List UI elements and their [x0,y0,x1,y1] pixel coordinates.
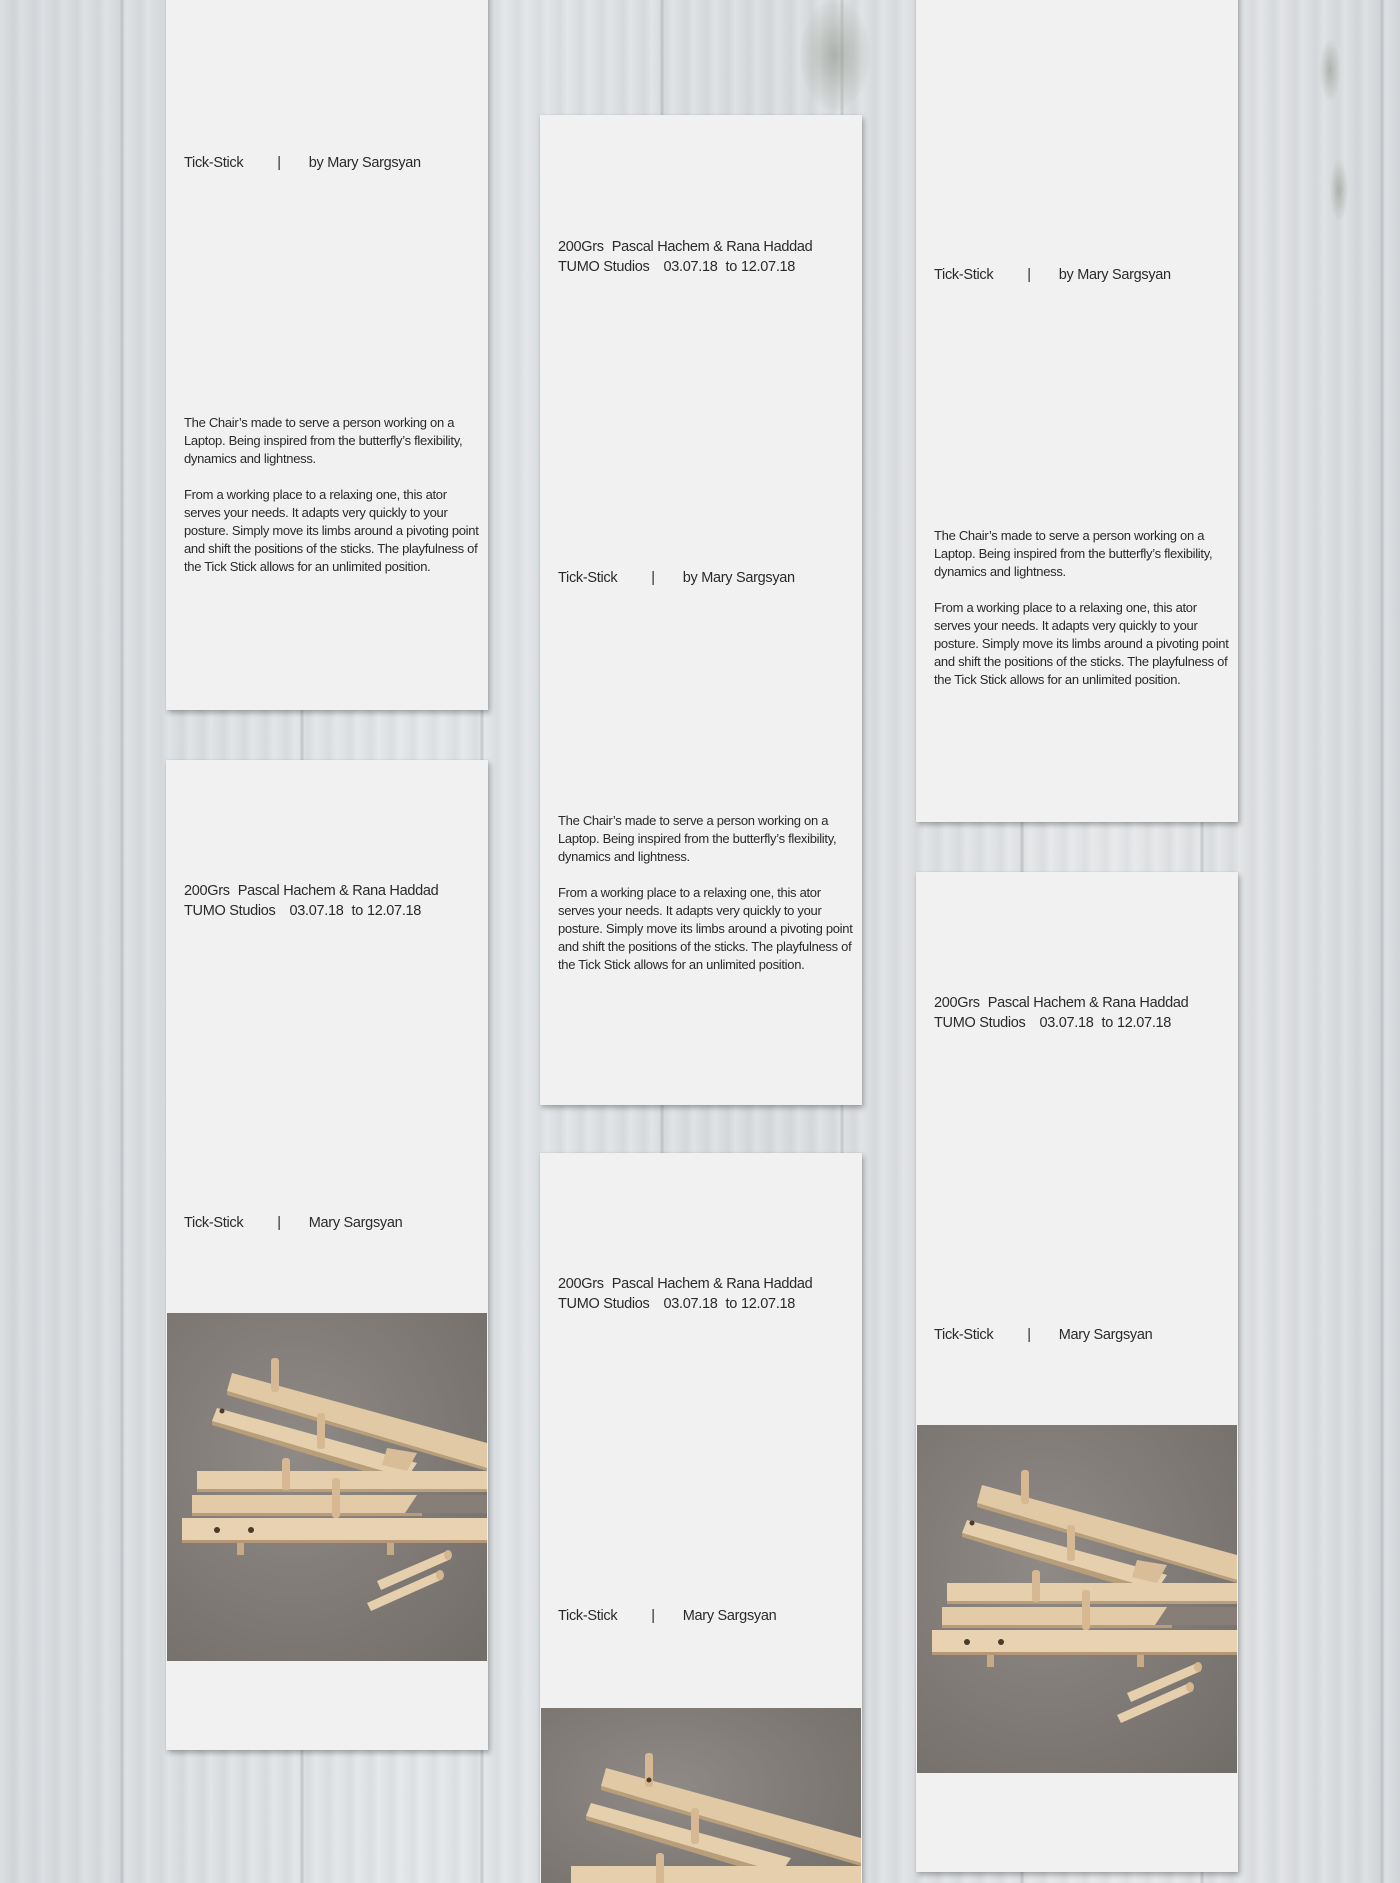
flyer-description [916,0,1238,822]
chair-photo [541,1708,861,1883]
description-paragraph: The Chair’s made to serve a person working on a Laptop. Being inspired from the butterfly’s flexibility, dynamics and lightness. [934,528,1213,579]
date-from: 03.07.18 [289,902,344,919]
credits-authors: Pascal Hachem & Rana Haddad [611,1276,813,1292]
designer-name: by Mary Sargsyan [308,155,421,171]
credits-row-dates [558,1295,812,1315]
designer-name: by Mary Sargsyan [682,570,795,586]
separator: | [1027,267,1031,283]
credits-block [184,882,438,921]
wooden-chair-illustration [167,1313,487,1661]
credits-studio: TUMO Studios [184,902,276,919]
credits-row-dates [934,1014,1188,1034]
date-to-label: to [725,1295,738,1312]
separator: | [651,570,655,586]
credits-authors: Pascal Hachem & Rana Haddad [611,239,813,255]
credits-block [558,1275,812,1314]
separator: | [277,155,281,171]
project-description [558,812,858,992]
credits-studio: TUMO Studios [558,1295,650,1312]
credits-authors: Pascal Hachem & Rana Haddad [237,883,439,899]
description-paragraph: From a working place to a relaxing one, this ator serves your needs. It adapts very quickly to your posture. Simply move its limbs around a pivoting point and shift the positions of the sticks. The playfulness of the Tick Stick allows for an unlimited position. [184,487,479,574]
project-description [934,527,1234,707]
date-to: 12.07.18 [367,902,422,919]
flyer-photo [916,872,1238,1872]
flyer-full [540,115,862,1105]
project-title: Tick-Stick [184,155,244,171]
credits-studio: TUMO Studios [558,258,650,275]
flyer-description [166,0,488,710]
credits-code: 200Grs [558,1276,604,1292]
credits-code: 200Grs [558,239,604,255]
designer-name: Mary Sargsyan [682,1608,777,1624]
project-title: Tick-Stick [558,1608,618,1624]
separator: | [1027,1327,1031,1343]
date-to: 12.07.18 [741,1295,796,1312]
credits-row-authors [934,994,1188,1014]
description-paragraph: From a working place to a relaxing one, this ator serves your needs. It adapts very quickly to your posture. Simply move its limbs around a pivoting point and shift the positions of the sticks. The playfulness of the Tick Stick allows for an unlimited position. [558,885,853,972]
chair-photo [167,1313,487,1661]
designer-name: Mary Sargsyan [308,1215,403,1231]
credits-row-authors [558,238,812,258]
project-title: Tick-Stick [558,570,618,586]
date-from: 03.07.18 [663,258,718,275]
description-paragraph: From a working place to a relaxing one, this ator serves your needs. It adapts very quickly to your posture. Simply move its limbs around a pivoting point and shift the positions of the sticks. The playfulness of the Tick Stick allows for an unlimited position. [934,600,1229,687]
credits-block [558,238,812,277]
designer-name: Mary Sargsyan [1058,1327,1153,1343]
project-title: Tick-Stick [184,1215,244,1231]
project-description [184,414,484,594]
credits-row-authors [184,882,438,902]
separator: | [277,1215,281,1231]
designer-name: by Mary Sargsyan [1058,267,1171,283]
wood-knot [1330,160,1348,220]
wooden-chair-illustration [541,1708,861,1883]
wood-knot [800,0,870,110]
project-title: Tick-Stick [934,267,994,283]
flyer-photo [166,760,488,1750]
credits-studio: TUMO Studios [934,1014,1026,1031]
credits-code: 200Grs [184,883,230,899]
project-title-line [184,1215,402,1231]
date-to: 12.07.18 [1117,1014,1172,1031]
wooden-chair-illustration [917,1425,1237,1773]
credits-row-dates [184,902,438,922]
date-to-label: to [725,258,738,275]
description-paragraph: The Chair’s made to serve a person working on a Laptop. Being inspired from the butterfly’s flexibility, dynamics and lightness. [558,813,837,864]
project-title: Tick-Stick [934,1327,994,1343]
date-from: 03.07.18 [663,1295,718,1312]
credits-row-dates [558,258,812,278]
project-title-line [558,570,795,586]
flyer-photo [540,1153,862,1883]
credits-authors: Pascal Hachem & Rana Haddad [987,995,1189,1011]
date-to-label: to [351,902,364,919]
date-from: 03.07.18 [1039,1014,1094,1031]
date-to: 12.07.18 [741,258,796,275]
separator: | [651,1608,655,1624]
credits-block [934,994,1188,1033]
project-title-line [934,267,1171,283]
project-title-line [934,1327,1152,1343]
credits-row-authors [558,1275,812,1295]
project-title-line [558,1608,776,1624]
description-paragraph: The Chair’s made to serve a person working on a Laptop. Being inspired from the butterfly’s flexibility, dynamics and lightness. [184,415,463,466]
project-title-line [184,155,421,171]
chair-photo [917,1425,1237,1773]
wood-knot [1320,40,1340,100]
date-to-label: to [1101,1014,1114,1031]
credits-code: 200Grs [934,995,980,1011]
